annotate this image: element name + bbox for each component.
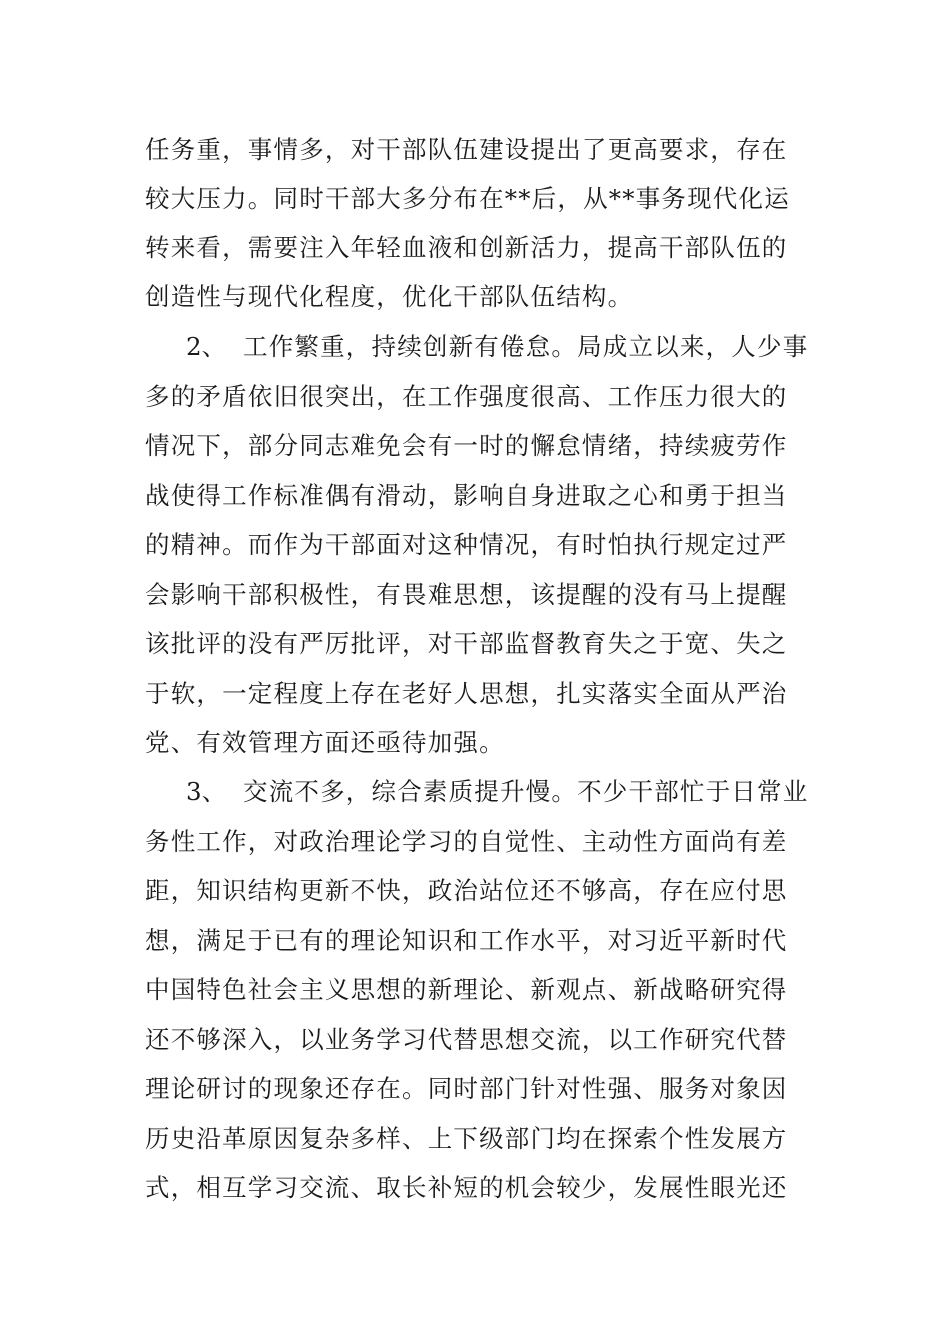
paragraph-line: 战使得工作标准偶有滑动，影响自身进取之心和勇于担当 xyxy=(145,481,788,510)
paragraph-line: 式，相互学习交流、取长补短的机会较少，发展性眼光还 xyxy=(145,1173,788,1202)
paragraph-line: 任务重，事情多，对干部队伍建设提出了更高要求，存在 xyxy=(145,135,788,164)
paragraph-line: 会影响干部积极性，有畏难思想，该提醒的没有马上提醒 xyxy=(145,580,788,609)
paragraph-line: 距，知识结构更新不快，政治站位还不够高，存在应付思 xyxy=(145,876,788,905)
paragraph-heading-line: 工作繁重，持续创新有倦怠。局成立以来，人少事 xyxy=(243,332,809,361)
list-number: 2、 xyxy=(186,332,227,361)
paragraph-line: 中国特色社会主义思想的新理论、新观点、新战略研究得 xyxy=(145,975,788,1004)
paragraph-line: 党、有效管理方面还亟待加强。 xyxy=(145,728,505,757)
paragraph-line: 于软，一定程度上存在老好人思想，扎实落实全面从严治 xyxy=(145,679,788,708)
paragraph-line: 创造性与现代化程度，优化干部队伍结构。 xyxy=(145,282,634,311)
paragraph-line: 转来看，需要注入年轻血液和创新活力，提高干部队伍的 xyxy=(145,233,788,262)
paragraph-line: 历史沿革原因复杂多样、上下级部门均在探索个性发展方 xyxy=(145,1124,788,1153)
paragraph-line: 情况下，部分同志难免会有一时的懈怠情绪，持续疲劳作 xyxy=(145,431,788,460)
paragraph-line: 务性工作，对政治理论学习的自觉性、主动性方面尚有差 xyxy=(145,827,788,856)
paragraph-line: 较大压力。同时干部大多分布在**后，从**事务现代化运 xyxy=(145,184,790,213)
paragraph-line: 多的矛盾依旧很突出，在工作强度很高、工作压力很大的 xyxy=(145,382,788,411)
list-number: 3、 xyxy=(186,777,227,806)
paragraph-line: 还不够深入，以业务学习代替思想交流，以工作研究代替 xyxy=(145,1025,788,1054)
paragraph-line: 的精神。而作为干部面对这种情况，有时怕执行规定过严 xyxy=(145,530,788,559)
paragraph-line: 想，满足于已有的理论知识和工作水平，对习近平新时代 xyxy=(145,926,788,955)
paragraph-line: 该批评的没有严厉批评，对干部监督教育失之于宽、失之 xyxy=(145,629,788,658)
paragraph-heading-line: 交流不多，综合素质提升慢。不少干部忙于日常业 xyxy=(243,777,809,806)
paragraph-line: 理论研讨的现象还存在。同时部门针对性强、服务对象因 xyxy=(145,1074,788,1103)
